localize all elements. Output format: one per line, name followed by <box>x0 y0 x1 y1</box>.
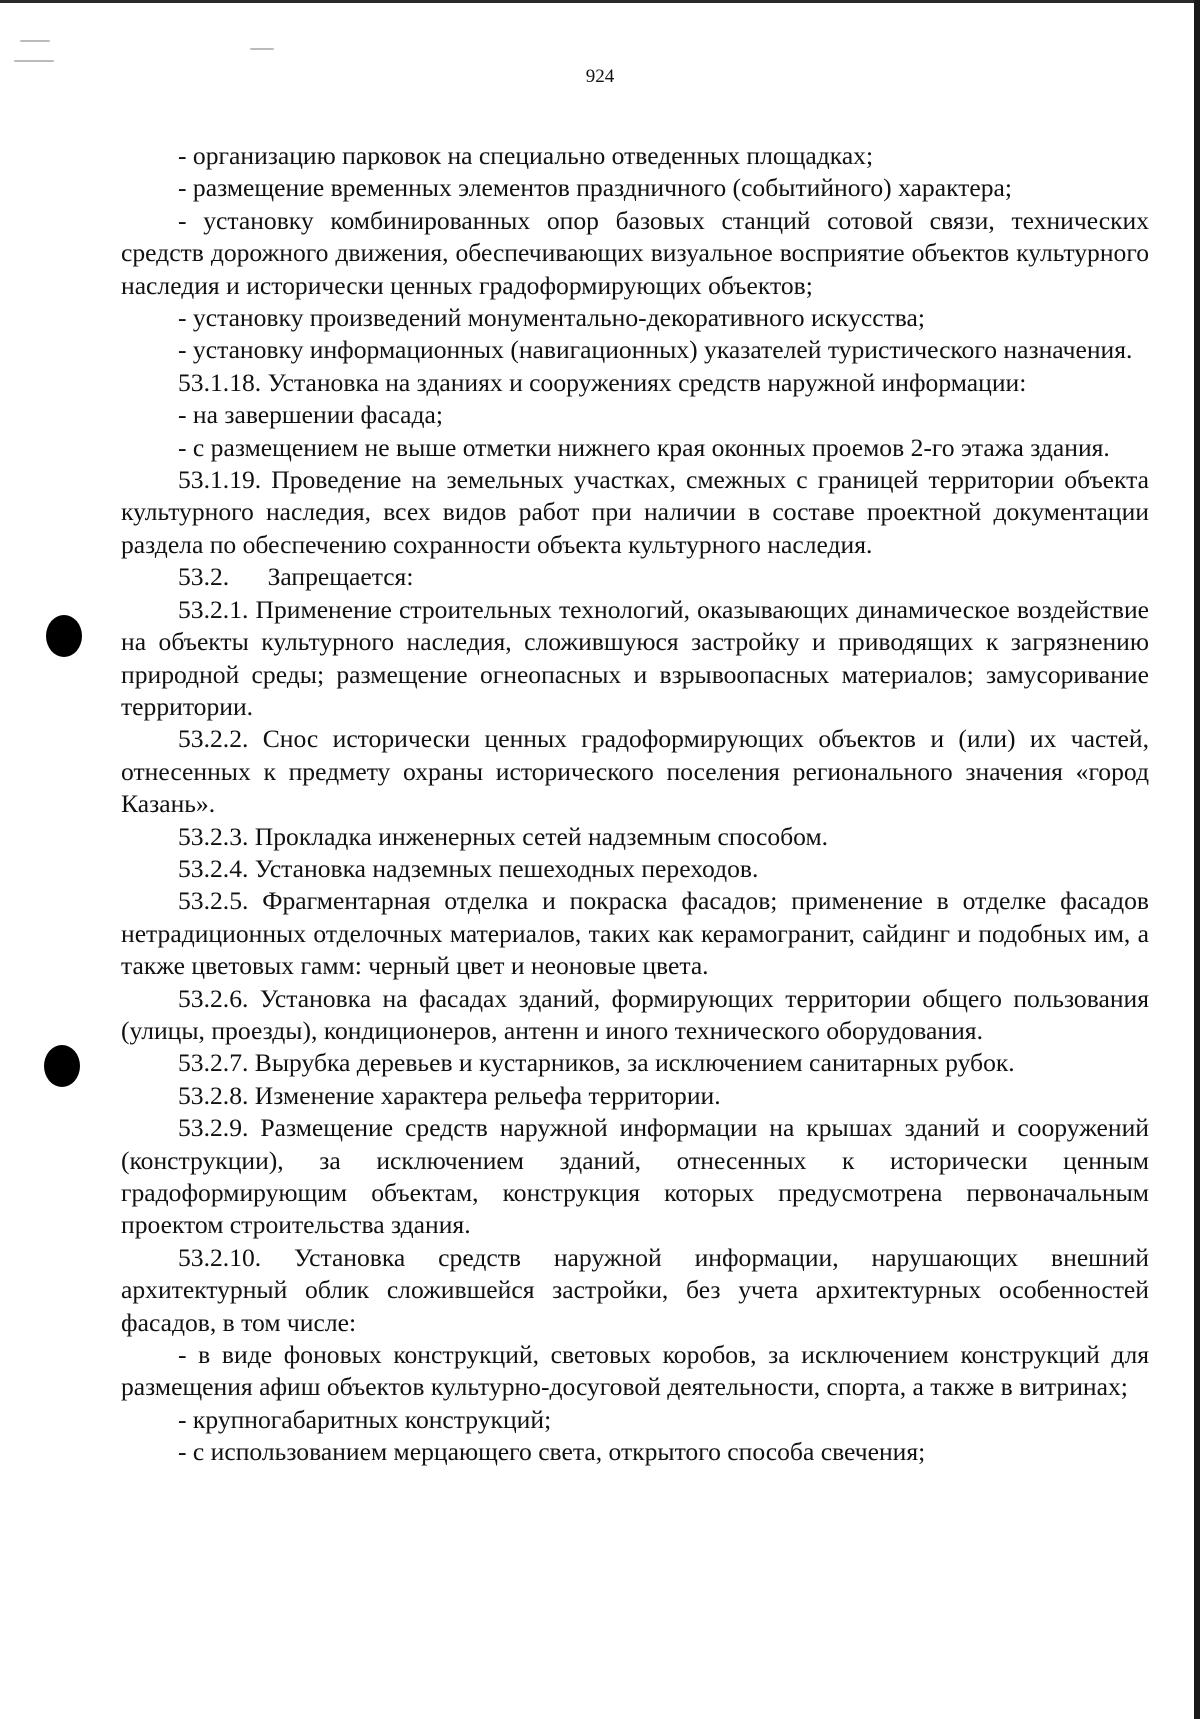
punch-hole <box>46 615 82 657</box>
paragraph: - организацию парковок на специально отведенных площадках; <box>178 141 874 170</box>
punch-hole <box>44 1045 80 1087</box>
paragraph: - установку информационных (навигационных) указателей туристического назначения. <box>178 335 1133 365</box>
paragraph: 53.2.4. Установка надземных пешеходных переходов. <box>178 853 759 883</box>
paragraph: 53.2.5. Фрагментарная отделка и покраска фасадов; применение в отделке фасадов нетрадиционных отделочных материалов, таких как керамогранит, сайдинг и подобных им, а также цветовых гамм: черный цвет и неоновые цвета. <box>121 886 1149 981</box>
paragraph: 53.2. Запрещается: <box>178 562 414 592</box>
paragraph: 53.2.10. Установка средств наружной информации, нарушающих внешний архитектурный облик сложившейся застройки, без учета архитектурных особенностей фасадов, в том числе: <box>121 1242 1149 1337</box>
paragraph: - крупногабаритных конструкций; <box>178 1404 552 1434</box>
scan-artifact <box>14 60 54 62</box>
page-number: 924 <box>585 66 615 87</box>
paragraph: - размещение временных элементов праздничного (событийного) характера; <box>178 173 1012 203</box>
paragraph: - с использованием мерцающего света, открытого способа свечения; <box>178 1437 926 1467</box>
scan-edge-top <box>0 0 1200 3</box>
scan-edge-right <box>1194 0 1200 1719</box>
scan-artifact <box>20 40 50 42</box>
paragraph: - установку комбинированных опор базовых станций сотовой связи, технических средств дорожного движения, обеспечивающих визуальное восприятие объектов культурного наследия и исторически ценных градоформирующих объектов; <box>121 205 1149 300</box>
body-text <box>121 140 1149 1469</box>
paragraph: 53.2.2. Снос исторически ценных градоформирующих объектов и (или) их частей, отнесенных к предмету охраны исторического поселения регионального значения «город Казань». <box>121 724 1149 819</box>
paragraph: 53.2.6. Установка на фасадах зданий, формирующих территории общего пользования (улицы, проезды), кондиционеров, антенн и иного технического оборудования. <box>121 983 1149 1045</box>
paragraph: 53.2.1. Применение строительных технологий, оказывающих динамическое воздействие на объекты культурного наследия, сложившуюся застройку и приводящих к загрязнению природной среды; размещение огнеопасных и взрывоопасных материалов; замусоривание территории. <box>121 594 1149 721</box>
paragraph: 53.2.8. Изменение характера рельефа территории. <box>178 1080 721 1110</box>
paragraph: 53.2.3. Прокладка инженерных сетей надземным способом. <box>178 821 829 851</box>
paragraph: - на завершении фасада; <box>178 400 443 430</box>
scan-artifact <box>250 48 274 50</box>
paragraph: - установку произведений монументально-декоративного искусства; <box>178 303 926 333</box>
paragraph: 53.2.7. Вырубка деревьев и кустарников, за исключением санитарных рубок. <box>178 1048 1015 1078</box>
paragraph: 53.1.19. Проведение на земельных участках, смежных с границей территории объекта культурного наследия, всех видов работ при наличии в составе проектной документации раздела по обеспечению сохранности объекта культурного наследия. <box>121 465 1149 559</box>
paragraph: - в виде фоновых конструкций, световых коробов, за исключением конструкций для размещения афиш объектов культурно-досуговой деятельности, спорта, а также в витринах; <box>121 1340 1149 1402</box>
paragraph: 53.1.18. Установка на зданиях и сооружениях средств наружной информации: <box>178 367 1027 397</box>
paragraph: - с размещением не выше отметки нижнего края оконных проемов 2-го этажа здания. <box>178 432 1110 462</box>
paragraph: 53.2.9. Размещение средств наружной информации на крышах зданий и сооружений (конструкции), за исключением зданий, отнесенных к исторически ценным градоформирующим объектам, конструкция которых предусмотрена первоначальным проектом строительства здания. <box>121 1113 1149 1240</box>
